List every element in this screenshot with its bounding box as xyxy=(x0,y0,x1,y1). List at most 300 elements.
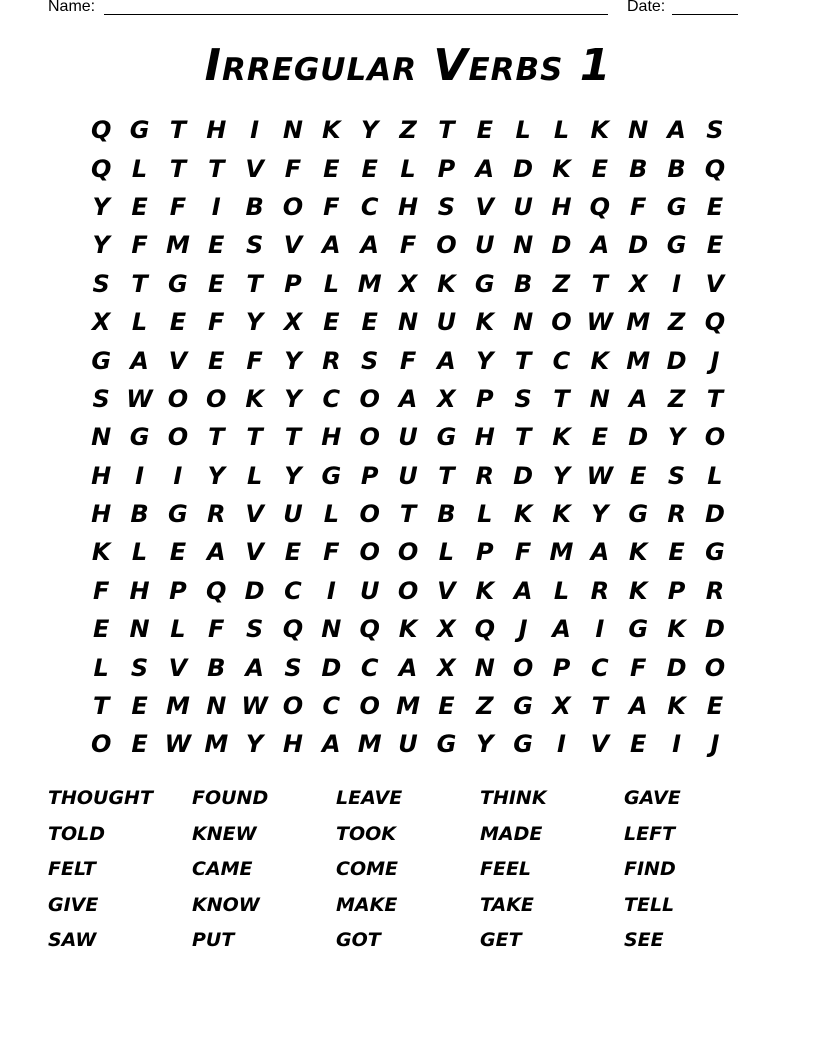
grid-letter[interactable]: B xyxy=(629,154,648,183)
grid-letter[interactable]: H xyxy=(551,192,572,221)
grid-letter[interactable]: A xyxy=(322,231,341,260)
grid-letter[interactable]: C xyxy=(591,653,609,682)
grid-letter[interactable]: E xyxy=(630,461,647,490)
grid-letter[interactable]: C xyxy=(360,653,379,682)
grid-letter[interactable]: O xyxy=(90,730,112,759)
grid-letter[interactable]: S xyxy=(284,653,302,682)
grid-letter[interactable]: B xyxy=(207,653,226,682)
grid-letter[interactable]: D xyxy=(704,500,725,529)
grid-letter[interactable]: K xyxy=(398,615,418,644)
grid-letter[interactable]: F xyxy=(208,615,225,644)
grid-letter[interactable]: T xyxy=(208,154,225,183)
grid-letter[interactable]: K xyxy=(475,308,495,337)
grid-letter[interactable]: Z xyxy=(552,269,571,298)
grid-letter[interactable]: P xyxy=(667,576,686,605)
grid-letter[interactable]: T xyxy=(438,461,455,490)
grid-letter[interactable]: O xyxy=(436,231,457,260)
grid-letter[interactable]: L xyxy=(131,154,148,183)
grid-letter[interactable]: G xyxy=(129,116,150,145)
grid-letter[interactable]: L xyxy=(438,538,455,567)
grid-letter[interactable]: G xyxy=(436,730,457,759)
grid-letter[interactable]: G xyxy=(666,231,687,260)
grid-letter[interactable]: V xyxy=(245,154,264,183)
word-bank-item: CAME xyxy=(192,858,253,880)
grid-letter[interactable]: G xyxy=(705,538,725,567)
word-bank-item: TOLD xyxy=(48,822,105,845)
grid-letter[interactable]: G xyxy=(513,730,533,759)
grid-letter[interactable]: K xyxy=(552,154,571,183)
grid-letter[interactable]: D xyxy=(321,653,342,682)
grid-letter[interactable]: C xyxy=(552,346,571,375)
grid-letter[interactable]: V xyxy=(705,269,725,298)
grid-letter[interactable]: H xyxy=(474,423,495,452)
grid-letter[interactable]: E xyxy=(131,730,148,759)
grid-letter[interactable]: C xyxy=(284,576,302,605)
word-bank-item: THOUGHT xyxy=(48,787,153,809)
grid-letter[interactable]: E xyxy=(323,154,340,183)
word-bank-item: FEEL xyxy=(480,858,532,880)
grid-letter[interactable]: E xyxy=(630,730,647,759)
grid-letter[interactable]: M xyxy=(357,269,382,298)
grid-letter[interactable]: T xyxy=(399,500,417,529)
grid-letter[interactable]: G xyxy=(628,615,649,644)
grid-letter[interactable]: K xyxy=(590,346,610,375)
grid-letter[interactable]: H xyxy=(282,730,304,759)
grid-letter[interactable]: A xyxy=(130,346,149,375)
grid-letter[interactable]: G xyxy=(91,346,112,375)
grid-letter[interactable]: Q xyxy=(474,615,495,644)
grid-letter[interactable]: B xyxy=(245,192,264,221)
grid-letter[interactable]: R xyxy=(475,461,495,490)
grid-letter[interactable]: M xyxy=(626,346,651,375)
grid-row xyxy=(82,188,734,226)
grid-letter[interactable]: G xyxy=(474,269,495,298)
grid-letter[interactable]: N xyxy=(513,308,534,337)
grid-letter[interactable]: G xyxy=(129,423,150,452)
grid-letter[interactable]: U xyxy=(513,192,533,221)
grid-letter[interactable]: K xyxy=(628,538,648,567)
grid-letter[interactable]: K xyxy=(513,500,533,529)
grid-letter[interactable]: Z xyxy=(476,692,494,721)
grid-letter[interactable]: O xyxy=(397,576,419,605)
grid-letter[interactable]: A xyxy=(360,231,379,260)
grid-letter[interactable]: Z xyxy=(667,384,686,413)
grid-row xyxy=(82,341,734,379)
grid-letter[interactable]: O xyxy=(167,384,189,413)
grid-row xyxy=(82,725,734,763)
grid-letter[interactable]: F xyxy=(208,308,225,337)
grid-letter[interactable]: Y xyxy=(667,423,686,452)
grid-letter[interactable]: Q xyxy=(704,154,726,183)
grid-letter[interactable]: O xyxy=(704,423,726,452)
grid-letter[interactable]: N xyxy=(474,653,495,682)
grid-letter[interactable]: H xyxy=(91,500,112,529)
grid-letter[interactable]: Y xyxy=(284,461,302,490)
grid-letter[interactable]: N xyxy=(206,692,227,721)
grid-letter[interactable]: L xyxy=(246,461,263,490)
grid-letter[interactable]: T xyxy=(591,269,609,298)
grid-letter[interactable]: N xyxy=(129,615,150,644)
grid-letter[interactable]: L xyxy=(131,308,148,337)
grid-letter[interactable]: M xyxy=(396,692,420,721)
grid-letter[interactable]: O xyxy=(282,192,304,221)
grid-letter[interactable]: E xyxy=(706,692,724,721)
grid-letter[interactable]: T xyxy=(208,423,225,452)
grid-letter[interactable]: Y xyxy=(92,192,110,221)
grid-letter[interactable]: E xyxy=(92,615,110,644)
grid-letter[interactable]: W xyxy=(164,730,192,759)
grid-letter[interactable]: O xyxy=(359,538,380,567)
grid-letter[interactable]: L xyxy=(93,653,109,682)
grid-letter[interactable]: V xyxy=(168,653,188,682)
grid-letter[interactable]: Y xyxy=(361,116,379,145)
grid-letter[interactable]: F xyxy=(131,231,148,260)
grid-letter[interactable]: N xyxy=(398,308,419,337)
grid-letter[interactable]: R xyxy=(705,576,725,605)
grid-letter[interactable]: Y xyxy=(92,231,110,260)
grid-letter[interactable]: F xyxy=(514,538,532,567)
grid-letter[interactable]: K xyxy=(628,576,648,605)
grid-letter[interactable]: N xyxy=(589,384,610,413)
grid-letter[interactable]: B xyxy=(437,500,456,529)
grid-letter[interactable]: Z xyxy=(667,308,686,337)
grid-letter[interactable]: Q xyxy=(282,615,304,644)
grid-letter[interactable]: L xyxy=(400,154,416,183)
grid-letter[interactable]: Y xyxy=(284,346,302,375)
grid-letter[interactable]: Q xyxy=(206,576,227,605)
grid-letter[interactable]: W xyxy=(586,461,614,490)
grid-letter[interactable]: E xyxy=(591,423,609,452)
grid-letter[interactable]: T xyxy=(92,692,110,721)
grid-letter[interactable]: L xyxy=(553,576,570,605)
grid-letter[interactable]: F xyxy=(323,192,340,221)
grid-letter[interactable]: T xyxy=(553,384,570,413)
grid-letter[interactable]: H xyxy=(129,576,150,605)
grid-letter[interactable]: V xyxy=(245,500,264,529)
grid-letter[interactable]: P xyxy=(169,576,187,605)
grid-letter[interactable]: E xyxy=(169,538,187,567)
grid-letter[interactable]: X xyxy=(437,384,456,413)
grid-letter[interactable]: L xyxy=(515,116,531,145)
grid-letter[interactable]: T xyxy=(591,692,609,721)
grid-letter[interactable]: I xyxy=(250,116,260,145)
grid-letter[interactable]: S xyxy=(245,615,264,644)
grid-letter[interactable]: Q xyxy=(704,308,726,337)
grid-letter[interactable]: A xyxy=(513,576,533,605)
grid-letter[interactable]: X xyxy=(398,269,418,298)
grid-letter[interactable]: U xyxy=(283,500,303,529)
grid-letter[interactable]: Q xyxy=(90,116,112,145)
grid-letter[interactable]: T xyxy=(169,154,187,183)
grid-letter[interactable]: E xyxy=(323,308,340,337)
grid-letter[interactable]: Y xyxy=(476,346,494,375)
grid-letter[interactable]: F xyxy=(399,346,417,375)
grid-letter[interactable]: T xyxy=(246,269,263,298)
grid-letter[interactable]: M xyxy=(626,308,651,337)
grid-letter[interactable]: Y xyxy=(591,500,609,529)
grid-letter[interactable]: Q xyxy=(90,154,112,183)
grid-letter[interactable]: J xyxy=(710,730,720,759)
grid-letter[interactable]: P xyxy=(360,461,379,490)
grid-letter[interactable]: H xyxy=(206,116,227,145)
grid-letter[interactable]: K xyxy=(552,423,571,452)
grid-letter[interactable]: C xyxy=(322,384,341,413)
grid-letter[interactable]: T xyxy=(284,423,302,452)
grid-letter[interactable]: M xyxy=(165,692,190,721)
grid-letter[interactable]: O xyxy=(282,692,304,721)
grid-letter[interactable]: V xyxy=(283,231,303,260)
grid-letter[interactable]: O xyxy=(512,653,534,682)
grid-letter[interactable]: G xyxy=(436,423,457,452)
grid-letter[interactable]: G xyxy=(321,461,342,490)
grid-letter[interactable]: S xyxy=(92,269,110,298)
grid-letter[interactable]: W xyxy=(241,692,268,721)
grid-letter[interactable]: L xyxy=(170,615,186,644)
grid-letter[interactable]: F xyxy=(92,576,110,605)
grid-letter[interactable]: E xyxy=(706,231,724,260)
grid-letter[interactable]: A xyxy=(628,384,648,413)
grid-letter[interactable]: R xyxy=(322,346,341,375)
grid-letter[interactable]: F xyxy=(246,346,263,375)
grid-letter[interactable]: Y xyxy=(476,730,494,759)
grid-letter[interactable]: A xyxy=(398,384,418,413)
grid-letter[interactable]: R xyxy=(207,500,226,529)
grid-letter[interactable]: E xyxy=(591,154,609,183)
grid-letter[interactable]: F xyxy=(323,538,340,567)
grid-letter[interactable]: Y xyxy=(207,461,225,490)
grid-letter[interactable]: P xyxy=(475,538,494,567)
grid-letter[interactable]: Z xyxy=(399,116,417,145)
grid-letter[interactable]: E xyxy=(476,116,493,145)
grid-letter[interactable]: S xyxy=(92,384,110,413)
grid-letter[interactable]: J xyxy=(518,615,528,644)
grid-letter[interactable]: O xyxy=(167,423,189,452)
grid-row xyxy=(82,457,734,495)
grid-letter[interactable]: C xyxy=(322,692,341,721)
grid-letter[interactable]: G xyxy=(513,692,533,721)
grid-letter[interactable]: T xyxy=(438,116,455,145)
grid-letter[interactable]: I xyxy=(557,730,566,759)
grid-letter[interactable]: A xyxy=(552,615,571,644)
grid-letter[interactable]: D xyxy=(513,154,534,183)
grid-letter[interactable]: B xyxy=(130,500,149,529)
grid-letter[interactable]: F xyxy=(399,231,417,260)
date-blank-line[interactable] xyxy=(672,0,738,15)
grid-letter[interactable]: P xyxy=(284,269,302,298)
grid-letter[interactable]: D xyxy=(704,615,725,644)
grid-letter[interactable]: L xyxy=(707,461,723,490)
grid-letter[interactable]: F xyxy=(630,653,647,682)
grid-letter[interactable]: E xyxy=(131,192,148,221)
grid-letter[interactable]: N xyxy=(513,231,534,260)
grid-letter[interactable]: D xyxy=(666,346,687,375)
grid-letter[interactable]: A xyxy=(322,730,341,759)
grid-letter[interactable]: E xyxy=(208,346,225,375)
grid-letter[interactable]: P xyxy=(475,384,494,413)
grid-letter[interactable]: I xyxy=(173,461,183,490)
grid-letter[interactable]: J xyxy=(710,346,720,375)
grid-letter[interactable]: Y xyxy=(552,461,571,490)
grid-letter[interactable]: V xyxy=(437,576,456,605)
grid-letter[interactable]: E xyxy=(706,192,724,221)
grid-letter[interactable]: X xyxy=(552,692,571,721)
grid-letter[interactable]: S xyxy=(361,346,379,375)
grid-letter[interactable]: O xyxy=(397,538,419,567)
grid-letter[interactable]: H xyxy=(398,192,419,221)
grid-letter[interactable]: N xyxy=(282,116,304,145)
grid-letter[interactable]: E xyxy=(668,538,685,567)
grid-letter[interactable]: D xyxy=(628,423,649,452)
grid-letter[interactable]: R xyxy=(590,576,610,605)
grid-letter[interactable]: N xyxy=(91,423,112,452)
grid-letter[interactable]: Y xyxy=(245,730,264,759)
grid-letter[interactable]: L xyxy=(323,500,339,529)
grid-letter[interactable]: I xyxy=(672,269,682,298)
grid-letter[interactable]: D xyxy=(551,231,572,260)
grid-letter[interactable]: G xyxy=(628,500,649,529)
grid-letter[interactable]: T xyxy=(131,269,148,298)
grid-letter[interactable]: A xyxy=(590,538,610,567)
grid-letter[interactable]: E xyxy=(361,154,378,183)
grid-letter[interactable]: M xyxy=(165,231,190,260)
grid-letter[interactable]: B xyxy=(513,269,533,298)
grid-letter[interactable]: V xyxy=(245,538,264,567)
grid-letter[interactable]: V xyxy=(168,346,188,375)
grid-letter[interactable]: S xyxy=(130,653,149,682)
grid-letter[interactable]: M xyxy=(549,538,574,567)
grid-letter[interactable]: V xyxy=(475,192,495,221)
grid-letter[interactable]: G xyxy=(168,500,188,529)
grid-letter[interactable]: T xyxy=(514,346,532,375)
grid-letter[interactable]: U xyxy=(436,308,457,337)
grid-letter[interactable]: N xyxy=(628,116,649,145)
grid-letter[interactable]: K xyxy=(437,269,456,298)
grid-letter[interactable]: D xyxy=(244,576,265,605)
grid-letter[interactable]: U xyxy=(359,576,380,605)
grid-letter[interactable]: P xyxy=(437,154,456,183)
grid-letter[interactable]: K xyxy=(667,692,686,721)
grid-letter[interactable]: F xyxy=(630,192,647,221)
grid-letter[interactable]: U xyxy=(398,461,418,490)
grid-letter[interactable]: S xyxy=(706,116,724,145)
grid-letter[interactable]: L xyxy=(477,500,493,529)
grid-letter[interactable]: A xyxy=(590,231,610,260)
grid-letter[interactable]: L xyxy=(553,116,570,145)
grid-letter[interactable]: P xyxy=(552,653,571,682)
grid-letter[interactable]: E xyxy=(208,269,225,298)
grid-letter[interactable]: Y xyxy=(284,384,302,413)
grid-letter[interactable]: C xyxy=(360,192,379,221)
grid-letter[interactable]: T xyxy=(706,384,724,413)
grid-letter[interactable]: X xyxy=(437,615,456,644)
grid-letter[interactable]: V xyxy=(590,730,610,759)
grid-letter[interactable]: K xyxy=(667,615,686,644)
grid-letter[interactable]: E xyxy=(131,692,148,721)
grid-letter[interactable]: M xyxy=(204,730,229,759)
grid-letter[interactable]: A xyxy=(437,346,456,375)
grid-letter[interactable]: W xyxy=(586,308,614,337)
grid-letter[interactable]: X xyxy=(628,269,648,298)
grid-letter[interactable]: I xyxy=(211,192,221,221)
grid-letter[interactable]: I xyxy=(595,615,605,644)
grid-letter[interactable]: E xyxy=(169,308,187,337)
grid-letter[interactable]: G xyxy=(666,192,687,221)
grid-letter[interactable]: I xyxy=(135,461,144,490)
grid-letter[interactable]: S xyxy=(667,461,686,490)
grid-letter[interactable]: K xyxy=(552,500,571,529)
grid-letter[interactable]: Q xyxy=(359,615,380,644)
grid-letter[interactable]: G xyxy=(168,269,188,298)
grid-letter[interactable]: L xyxy=(131,538,148,567)
grid-row xyxy=(82,380,734,418)
grid-letter[interactable]: U xyxy=(398,730,418,759)
grid-letter[interactable]: U xyxy=(398,423,418,452)
grid-letter[interactable]: D xyxy=(666,653,687,682)
grid-letter[interactable]: O xyxy=(359,692,380,721)
grid-letter[interactable]: K xyxy=(322,116,341,145)
grid-letter[interactable]: A xyxy=(667,116,686,145)
grid-letter[interactable]: F xyxy=(169,192,187,221)
grid-letter[interactable]: A xyxy=(245,653,264,682)
grid-letter[interactable]: X xyxy=(283,308,303,337)
grid-letter[interactable]: U xyxy=(475,231,495,260)
grid-letter[interactable]: W xyxy=(126,384,153,413)
grid-letter[interactable]: T xyxy=(246,423,263,452)
grid-letter[interactable]: L xyxy=(323,269,339,298)
grid-letter[interactable]: A xyxy=(628,692,648,721)
grid-letter[interactable]: A xyxy=(398,653,418,682)
grid-letter[interactable]: E xyxy=(361,308,378,337)
grid-letter[interactable]: A xyxy=(475,154,495,183)
grid-letter[interactable]: Q xyxy=(589,192,611,221)
grid-letter[interactable]: O xyxy=(206,384,227,413)
grid-letter[interactable]: I xyxy=(326,576,336,605)
grid-letter[interactable]: I xyxy=(672,730,682,759)
grid-letter[interactable]: H xyxy=(91,461,112,490)
grid-letter[interactable]: D xyxy=(628,231,649,260)
grid-letter[interactable]: E xyxy=(208,231,225,260)
grid-letter[interactable]: K xyxy=(245,384,264,413)
grid-letter[interactable]: K xyxy=(91,538,111,567)
grid-letter[interactable]: T xyxy=(169,116,187,145)
grid-letter[interactable]: X xyxy=(437,653,456,682)
grid-letter[interactable]: E xyxy=(284,538,302,567)
grid-letter[interactable]: K xyxy=(590,116,610,145)
grid-letter[interactable]: S xyxy=(514,384,532,413)
grid-letter[interactable]: S xyxy=(437,192,456,221)
grid-letter[interactable]: O xyxy=(551,308,572,337)
grid-letter[interactable]: H xyxy=(321,423,342,452)
grid-letter[interactable]: S xyxy=(245,231,264,260)
grid-letter[interactable]: D xyxy=(513,461,534,490)
grid-letter[interactable]: T xyxy=(514,423,532,452)
name-blank-line[interactable] xyxy=(104,0,608,15)
grid-letter[interactable]: E xyxy=(438,692,455,721)
grid-letter[interactable]: O xyxy=(359,500,380,529)
grid-letter[interactable]: A xyxy=(206,538,226,567)
grid-letter[interactable]: Y xyxy=(245,308,264,337)
grid-letter[interactable]: O xyxy=(704,653,726,682)
grid-letter[interactable]: X xyxy=(91,308,111,337)
grid-letter[interactable]: M xyxy=(357,730,382,759)
grid-letter[interactable]: N xyxy=(321,615,342,644)
grid-letter[interactable]: K xyxy=(475,576,495,605)
grid-letter[interactable]: O xyxy=(359,384,380,413)
grid-letter[interactable]: O xyxy=(359,423,380,452)
grid-letter[interactable]: B xyxy=(667,154,686,183)
grid-letter[interactable]: F xyxy=(284,154,302,183)
grid-letter[interactable]: R xyxy=(667,500,686,529)
